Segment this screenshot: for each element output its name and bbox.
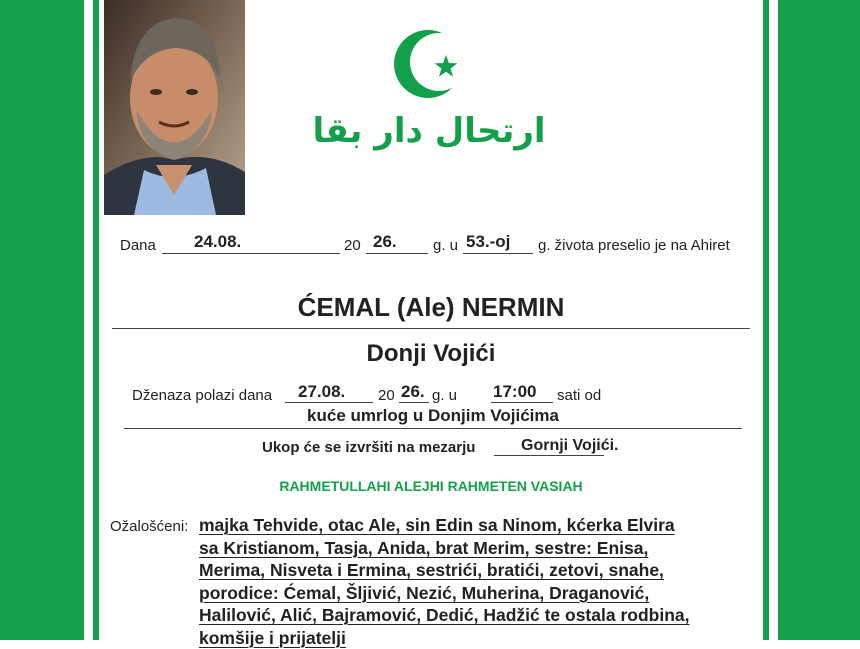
burial-place-underline [494,455,604,456]
deceased-name: ĆEMAL (Ale) NERMIN [112,292,750,323]
prayer-text: RAHMETULLAHI ALEJHI RAHMETEN VASIAH [112,478,750,494]
deceased-portrait [104,0,245,215]
death-year: 26. [373,232,397,252]
dzenaza-year-prefix: 20 [378,387,395,404]
burial-text: Ukop će se izvršiti na mezarju [262,439,475,456]
dzenaza-g-u: g. u [432,387,457,404]
death-year-underline [366,253,428,254]
mourners-line: Merima, Nisveta i Ermina, sestrići, bratići, zetovi, snahe, [199,559,759,582]
burial-place: Gornji Vojići. [521,437,619,455]
life-suffix: g. života preselio je na Ahiret [538,237,730,254]
mourners-label: Ožalošćeni: [110,518,188,535]
dzenaza-from: kuće umrlog u Donjim Vojićima [124,406,742,426]
dzenaza-year: 26. [401,382,425,402]
dzenaza-suffix: sati od [557,387,601,404]
dzenaza-time: 17:00 [493,382,536,402]
age-underline [463,253,533,254]
dzenaza-label: Dženaza polazi dana [132,387,272,404]
deceased-place: Donji Vojići [112,340,750,368]
mourners-line: komšije i prijatelji [199,627,759,649]
mourners-line: sa Kristianom, Tasja, Anida, brat Merim, sestre: Enisa, [199,537,759,560]
death-date: 24.08. [194,232,241,252]
age-value: 53.-oj [466,232,510,252]
dzenaza-time-underline [491,402,553,403]
arabic-calligraphy [340,100,518,170]
dana-label: Dana [120,237,156,254]
left-green-band [0,0,84,640]
mourners-line: porodice: Ćemal, Šljivić, Nezić, Muherina, Draganović, [199,582,759,605]
left-green-stripe [93,0,99,640]
right-green-band [778,0,860,640]
mourners-line: Halilović, Alić, Bajramović, Dedić, Hadžić te ostala rodbina, [199,604,759,627]
year-prefix: 20 [344,237,361,254]
name-underline [112,328,750,329]
dzenaza-from-underline [124,428,742,429]
g-u-label: g. u [433,237,458,254]
crescent-star-icon [390,24,470,104]
mourners-line: majka Tehvide, otac Ale, sin Edin sa Ninom, kćerka Elvira [199,514,759,537]
dzenaza-date: 27.08. [298,382,345,402]
dzenaza-year-underline [399,402,429,403]
death-date-underline [162,253,340,254]
dzenaza-date-underline [285,402,373,403]
mourners-list [199,514,759,649]
calligraphy-text: ارتحال دار بقا [312,111,545,151]
right-green-stripe [763,0,769,640]
